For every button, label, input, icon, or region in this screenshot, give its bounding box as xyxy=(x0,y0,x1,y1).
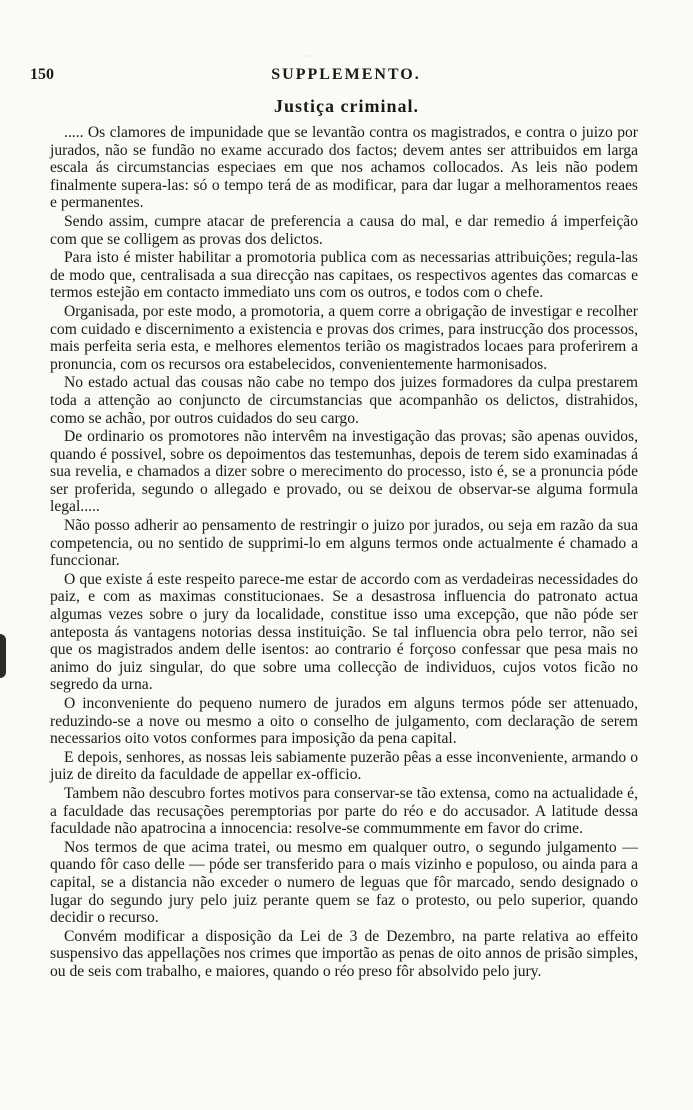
scan-speck-decoration: · · · xyxy=(300,52,312,61)
paragraph-1: ..... Os clamores de impunidade que se levantão contra os magistrados, e contra o juizo por jurados, não se fundão no exame accurado dos factos; devem antes ser attribuidos em larga escala ás circumstancias especiaes em que nos achamos collocados. As leis não podem finalmente supera-las: só o tempo terá de as modificar, para dar lugar a melhoramentos reaes e permanentes. xyxy=(50,124,638,212)
running-head: SUPPLEMENTO. xyxy=(271,66,421,83)
paragraph-13: Convém modificar a disposição da Lei de 3 de Dezembro, na parte relativa ao effeito suspensivo das appellações nos crimes que importão as penas de oito annos de prisão simples, ou de seis com trabalho, e maiores, quando o réo preso fôr absolvido pelo jury. xyxy=(50,927,638,980)
page-header xyxy=(30,66,662,90)
paragraph-4: Organisada, por este modo, a promotoria, a quem corre a obrigação de investigar e recolher com cuidado e discernimento a existencia e provas dos crimes, para instrucção dos processos, mais perfeita seria esta, e melhores elementos terião os magistrados locaes para proferirem a pronuncia, com os recursos ora estabelecidos, convenientemente harmonisados. xyxy=(50,302,638,373)
paragraph-11: Tambem não descubro fortes motivos para conservar-se tão extensa, como na actualidade é, a faculdade das recusações peremptorias por parte do réo e do accusador. A latitude dessa faculdade não apatrocina a innocencia: resolve-se commummente em favor do crime. xyxy=(50,784,638,838)
paragraph-7: Não posso adherir ao pensamento de restringir o juizo por jurados, ou seja em razão da sua competencia, ou no sentido de supprimi-lo em alguns termos onde actualmente é chamado a funccionar. xyxy=(50,517,638,570)
paragraph-8: O que existe á este respeito parece-me estar de accordo com as verdadeiras necessidades do paiz, e com as maximas constitucionaes. Se a desastrosa influencia do patronato actua algumas vezes sobre o jury da localidade, constitue isso uma excepção, que não póde ser anteposta ás vantagens notorias dessa instituição. Se tal influencia obra pelo terror, não sei que os magistrados andem delle isentos: ao contrario é forçoso confessar que pesa mais no animo do juiz singular, do que sobre uma collecção de individuos, cujos votos ficão no segredo da urna. xyxy=(50,570,638,694)
page-number: 150 xyxy=(30,66,54,83)
body-text xyxy=(50,124,638,982)
margin-binding-mark xyxy=(0,634,6,678)
paragraph-6: De ordinario os promotores não intervêm na investigação das provas; são apenas ouvidos, quando é possivel, sobre os depoimentos das testemunhas, depois de terem sido examinadas á sua revelia, e chamados a dizer sobre o merecimento do processo, isto é, se a pronuncia póde ser proferida, segundo o allegado e provado, ou se deixou de observar-se alguma formula legal..... xyxy=(50,428,638,516)
paragraph-5: No estado actual das cousas não cabe no tempo dos juizes formadores da culpa prestarem toda a attenção ao conjuncto de circumstancias que acompanhão os delictos, distrahidos, como se achão, por outros cuidados do seu cargo. xyxy=(50,374,638,427)
paragraph-9: O inconveniente do pequeno numero de jurados em alguns termos póde ser attenuado, reduzindo-se a nove ou mesmo a oito o conselho de julgamento, com declaração de serem necessarios oito votos conformes para imposição da pena capital. xyxy=(50,695,638,748)
paragraph-12: Nos termos de que acima tratei, ou mesmo em qualquer outro, o segundo julgamento — quando fôr caso delle — póde ser transferido para o mais vizinho e populoso, ou ainda para a capital, se a distancia não exceder o numero de leguas que fôr marcado, sendo designado o lugar do segundo jury pelo juiz perante quem se faz o protesto, ou pelo superior, quando decidir o recurso. xyxy=(50,838,638,927)
paragraph-2: Sendo assim, cumpre atacar de preferencia a causa do mal, e dar remedio á imperfeição com que se colligem as provas dos delictos. xyxy=(50,212,638,248)
paragraph-10: E depois, senhores, as nossas leis sabiamente puzerão pêas a esse inconveniente, armando o juiz de direito da faculdade de appellar ex-officio. xyxy=(50,748,638,784)
paragraph-3: Para isto é mister habilitar a promotoria publica com as necessarias attribuições; regula-las de modo que, centralisada a sua direcção nas capitaes, os respectivos agentes das comarcas e termos estejão em contacto immediato uns com os outros, e todos com o chefe. xyxy=(50,249,638,302)
section-title: Justiça criminal. xyxy=(274,96,419,116)
